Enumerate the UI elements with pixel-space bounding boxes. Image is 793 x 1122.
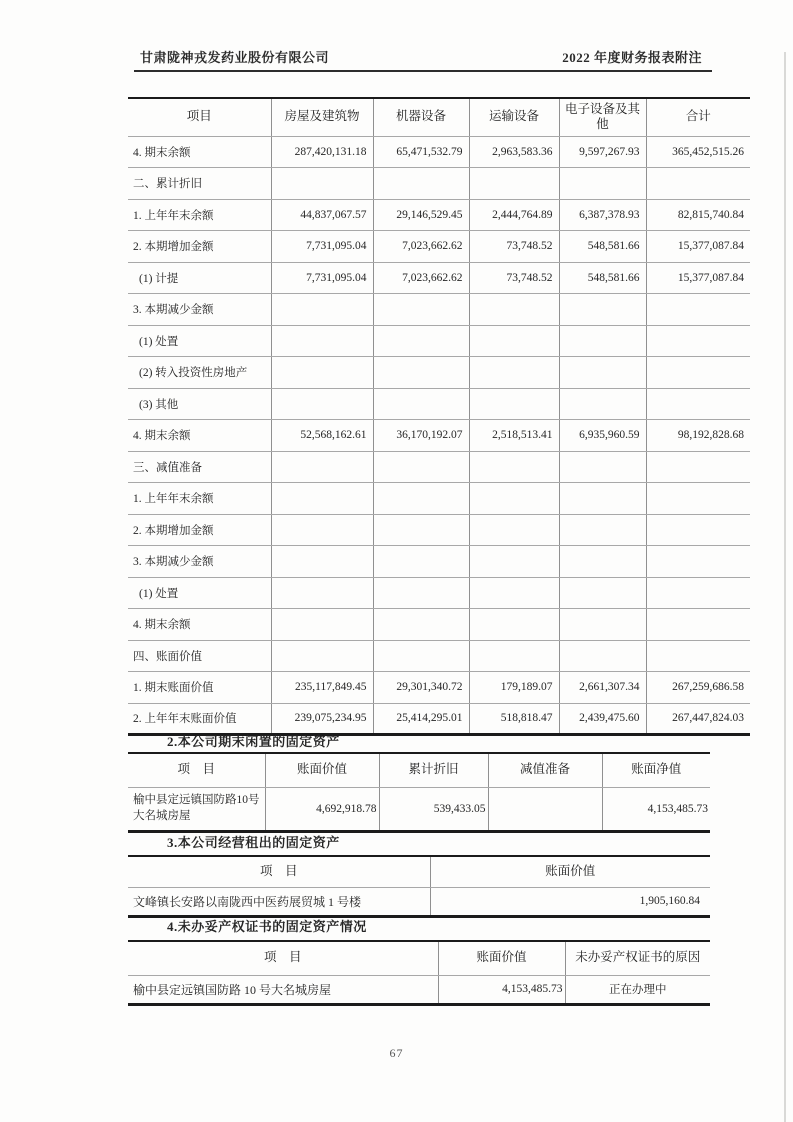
value-cell — [271, 168, 373, 200]
row-label-cell: 榆中县定远镇国防路10号大名城房屋 — [128, 787, 265, 831]
value-cell: 6,387,378.93 — [559, 199, 646, 231]
header-row — [128, 753, 710, 787]
table-row — [128, 672, 750, 704]
row-label-cell: 2. 本期增加金额 — [128, 231, 271, 263]
value-cell — [373, 546, 469, 578]
column-header: 机器设备 — [373, 98, 469, 136]
value-cell — [271, 546, 373, 578]
value-cell — [559, 640, 646, 672]
table-row — [128, 609, 750, 641]
value-cell — [373, 294, 469, 326]
company-name: 甘肃陇神戎发药业股份有限公司 — [140, 50, 330, 65]
table-row — [128, 388, 750, 420]
value-cell — [271, 388, 373, 420]
value-cell — [469, 514, 559, 546]
value-cell: 287,420,131.18 — [271, 136, 373, 168]
value-cell: 2,963,583.36 — [469, 136, 559, 168]
value-cell: 29,146,529.45 — [373, 199, 469, 231]
value-cell — [559, 514, 646, 546]
row-label-cell: 1. 上年年末余额 — [128, 199, 271, 231]
column-header: 项目 — [128, 98, 271, 136]
row-label-cell: (1) 计提 — [128, 262, 271, 294]
value-cell — [373, 451, 469, 483]
value-cell — [559, 609, 646, 641]
table-row — [128, 420, 750, 452]
value-cell — [646, 357, 750, 389]
value-cell: 82,815,740.84 — [646, 199, 750, 231]
row-label-cell: 4. 期末余额 — [128, 609, 271, 641]
value-cell — [469, 451, 559, 483]
table-row — [128, 136, 750, 168]
column-header: 项 目 — [128, 941, 438, 975]
value-cell: 15,377,087.84 — [646, 231, 750, 263]
value-cell: 2,661,307.34 — [559, 672, 646, 704]
value-cell — [271, 294, 373, 326]
value-cell: 25,414,295.01 — [373, 703, 469, 735]
row-label-cell: (1) 处置 — [128, 577, 271, 609]
value-cell — [559, 357, 646, 389]
value-cell: 235,117,849.45 — [271, 672, 373, 704]
value-cell — [271, 577, 373, 609]
value-cell: 73,748.52 — [469, 231, 559, 263]
header-rule — [134, 70, 712, 72]
value-cell: 36,170,192.07 — [373, 420, 469, 452]
value-cell — [469, 640, 559, 672]
value-cell — [373, 640, 469, 672]
value-cell — [373, 357, 469, 389]
value-cell — [271, 609, 373, 641]
value-cell: 6,935,960.59 — [559, 420, 646, 452]
value-cell — [559, 546, 646, 578]
table-row — [128, 787, 710, 831]
value-cell — [646, 294, 750, 326]
value-cell — [469, 168, 559, 200]
value-cell: 239,075,234.95 — [271, 703, 373, 735]
row-label-cell: (1) 处置 — [128, 325, 271, 357]
table-row — [128, 357, 750, 389]
value-cell — [646, 325, 750, 357]
value-cell: 267,259,686.58 — [646, 672, 750, 704]
value-cell — [469, 546, 559, 578]
value-cell — [373, 609, 469, 641]
table-row — [128, 577, 750, 609]
idle-assets-section-title: 2.本公司期末闲置的固定资产 — [167, 734, 340, 749]
column-header: 项 目 — [128, 856, 430, 887]
column-header: 运输设备 — [469, 98, 559, 136]
value-cell — [469, 294, 559, 326]
value-cell: 65,471,532.79 — [373, 136, 469, 168]
value-cell — [559, 325, 646, 357]
page-number: 67 — [389, 1046, 404, 1060]
value-cell — [373, 168, 469, 200]
unregistered-assets-table — [128, 940, 710, 1006]
leased-assets-table — [128, 855, 710, 918]
table-row — [128, 546, 750, 578]
column-header: 房屋及建筑物 — [271, 98, 373, 136]
value-cell — [646, 640, 750, 672]
value-cell: 7,023,662.62 — [373, 231, 469, 263]
value-cell — [469, 325, 559, 357]
value-cell — [646, 577, 750, 609]
row-label-cell: 1. 期末账面价值 — [128, 672, 271, 704]
value-cell — [271, 357, 373, 389]
value-cell — [559, 388, 646, 420]
column-header: 项 目 — [128, 753, 265, 787]
value-cell — [559, 168, 646, 200]
value-cell: 4,692,918.78 — [265, 787, 379, 831]
value-cell — [469, 577, 559, 609]
value-cell — [373, 514, 469, 546]
value-cell: 267,447,824.03 — [672, 712, 744, 725]
value-cell — [373, 577, 469, 609]
value-cell: 4,153,485.73 — [647, 802, 708, 815]
value-cell: 548,581.66 — [559, 262, 646, 294]
value-cell — [646, 609, 750, 641]
column-header: 账面价值 — [265, 753, 379, 787]
column-header: 减值准备 — [488, 753, 602, 787]
table-row — [128, 703, 750, 735]
row-label-cell: 2. 上年年末账面价值 — [128, 703, 271, 735]
table-row — [128, 640, 750, 672]
header-row — [128, 98, 750, 136]
document-header — [140, 47, 702, 66]
column-header: 未办妥产权证书的原因 — [565, 941, 710, 975]
value-cell: 7,731,095.04 — [271, 262, 373, 294]
value-cell — [559, 577, 646, 609]
table-row — [128, 199, 750, 231]
value-cell — [646, 546, 750, 578]
row-label-cell: 榆中县定远镇国防路 10 号大名城房屋 — [128, 975, 438, 1004]
row-label-cell: (3) 其他 — [128, 388, 271, 420]
value-cell — [559, 294, 646, 326]
value-cell — [646, 514, 750, 546]
value-cell: 52,568,162.61 — [271, 420, 373, 452]
value-cell — [559, 451, 646, 483]
value-cell — [646, 451, 750, 483]
row-label-cell: 3. 本期减少金额 — [128, 294, 271, 326]
value-cell — [646, 168, 750, 200]
value-cell — [469, 388, 559, 420]
column-header: 合计 — [646, 98, 750, 136]
column-header: 电子设备及其他 — [559, 98, 646, 136]
table-row — [128, 451, 750, 483]
value-cell — [488, 787, 602, 831]
value-cell — [271, 483, 373, 515]
column-header: 账面价值 — [438, 941, 565, 975]
value-cell: 518,818.47 — [469, 703, 559, 735]
row-label-cell: (2) 转入投资性房地产 — [128, 357, 271, 389]
value-cell: 2,444,764.89 — [469, 199, 559, 231]
row-label-cell: 二、累计折旧 — [128, 168, 271, 200]
value-cell — [373, 325, 469, 357]
row-label-cell: 1. 上年年末余额 — [128, 483, 271, 515]
table-row — [128, 231, 750, 263]
value-cell: 9,597,267.93 — [559, 136, 646, 168]
value-cell — [646, 388, 750, 420]
value-cell — [271, 640, 373, 672]
unregistered-assets-section-title: 4.未办妥产权证书的固定资产情况 — [167, 919, 367, 934]
row-label-cell: 四、账面价值 — [128, 640, 271, 672]
value-cell: 4,153,485.73 — [438, 975, 565, 1004]
value-cell: 15,377,087.84 — [646, 262, 750, 294]
row-label-cell: 2. 本期增加金额 — [128, 514, 271, 546]
value-cell — [646, 483, 750, 515]
value-cell: 548,581.66 — [559, 231, 646, 263]
value-cell — [373, 483, 469, 515]
value-cell: 1,905,160.84 — [639, 895, 700, 907]
leased-assets-section-title: 3.本公司经营租出的固定资产 — [167, 835, 340, 850]
value-cell: 2,518,513.41 — [469, 420, 559, 452]
fixed-assets-movement-table — [128, 97, 750, 736]
value-cell: 2,439,475.60 — [559, 703, 646, 735]
column-header: 账面净值 — [602, 753, 710, 787]
header-row — [128, 856, 710, 887]
report-title: 2022 年度财务报表附注 — [562, 50, 702, 65]
row-label-cell: 3. 本期减少金额 — [128, 546, 271, 578]
table-row — [128, 325, 750, 357]
table-row — [128, 483, 750, 515]
row-label-cell: 4. 期末余额 — [128, 136, 271, 168]
row-label-cell: 文峰镇长安路以南陇西中医药展贸城 1 号楼 — [128, 887, 430, 916]
column-header: 累计折旧 — [379, 753, 488, 787]
value-cell: 7,731,095.04 — [271, 231, 373, 263]
column-header: 账面价值 — [430, 856, 710, 887]
value-cell — [373, 388, 469, 420]
value-cell: 365,452,515.26 — [646, 136, 750, 168]
row-label-cell: 三、减值准备 — [128, 451, 271, 483]
value-cell: 正在办理中 — [609, 984, 667, 996]
value-cell — [469, 483, 559, 515]
value-cell — [469, 357, 559, 389]
value-cell — [271, 514, 373, 546]
table-row — [128, 887, 710, 916]
value-cell — [469, 609, 559, 641]
value-cell: 7,023,662.62 — [373, 262, 469, 294]
value-cell — [271, 451, 373, 483]
table-row — [128, 514, 750, 546]
value-cell: 98,192,828.68 — [646, 420, 750, 452]
table-row — [128, 975, 710, 1004]
table-row — [128, 262, 750, 294]
table-row — [128, 294, 750, 326]
value-cell — [271, 325, 373, 357]
value-cell: 179,189.07 — [469, 672, 559, 704]
row-label-cell: 4. 期末余额 — [128, 420, 271, 452]
value-cell: 29,301,340.72 — [373, 672, 469, 704]
header-row — [128, 941, 710, 975]
value-cell: 73,748.52 — [469, 262, 559, 294]
value-cell — [559, 483, 646, 515]
value-cell: 539,433.05 — [379, 787, 488, 831]
idle-assets-table — [128, 752, 710, 833]
table-row — [128, 168, 750, 200]
scan-edge-artifact — [784, 52, 786, 1122]
value-cell: 44,837,067.57 — [271, 199, 373, 231]
